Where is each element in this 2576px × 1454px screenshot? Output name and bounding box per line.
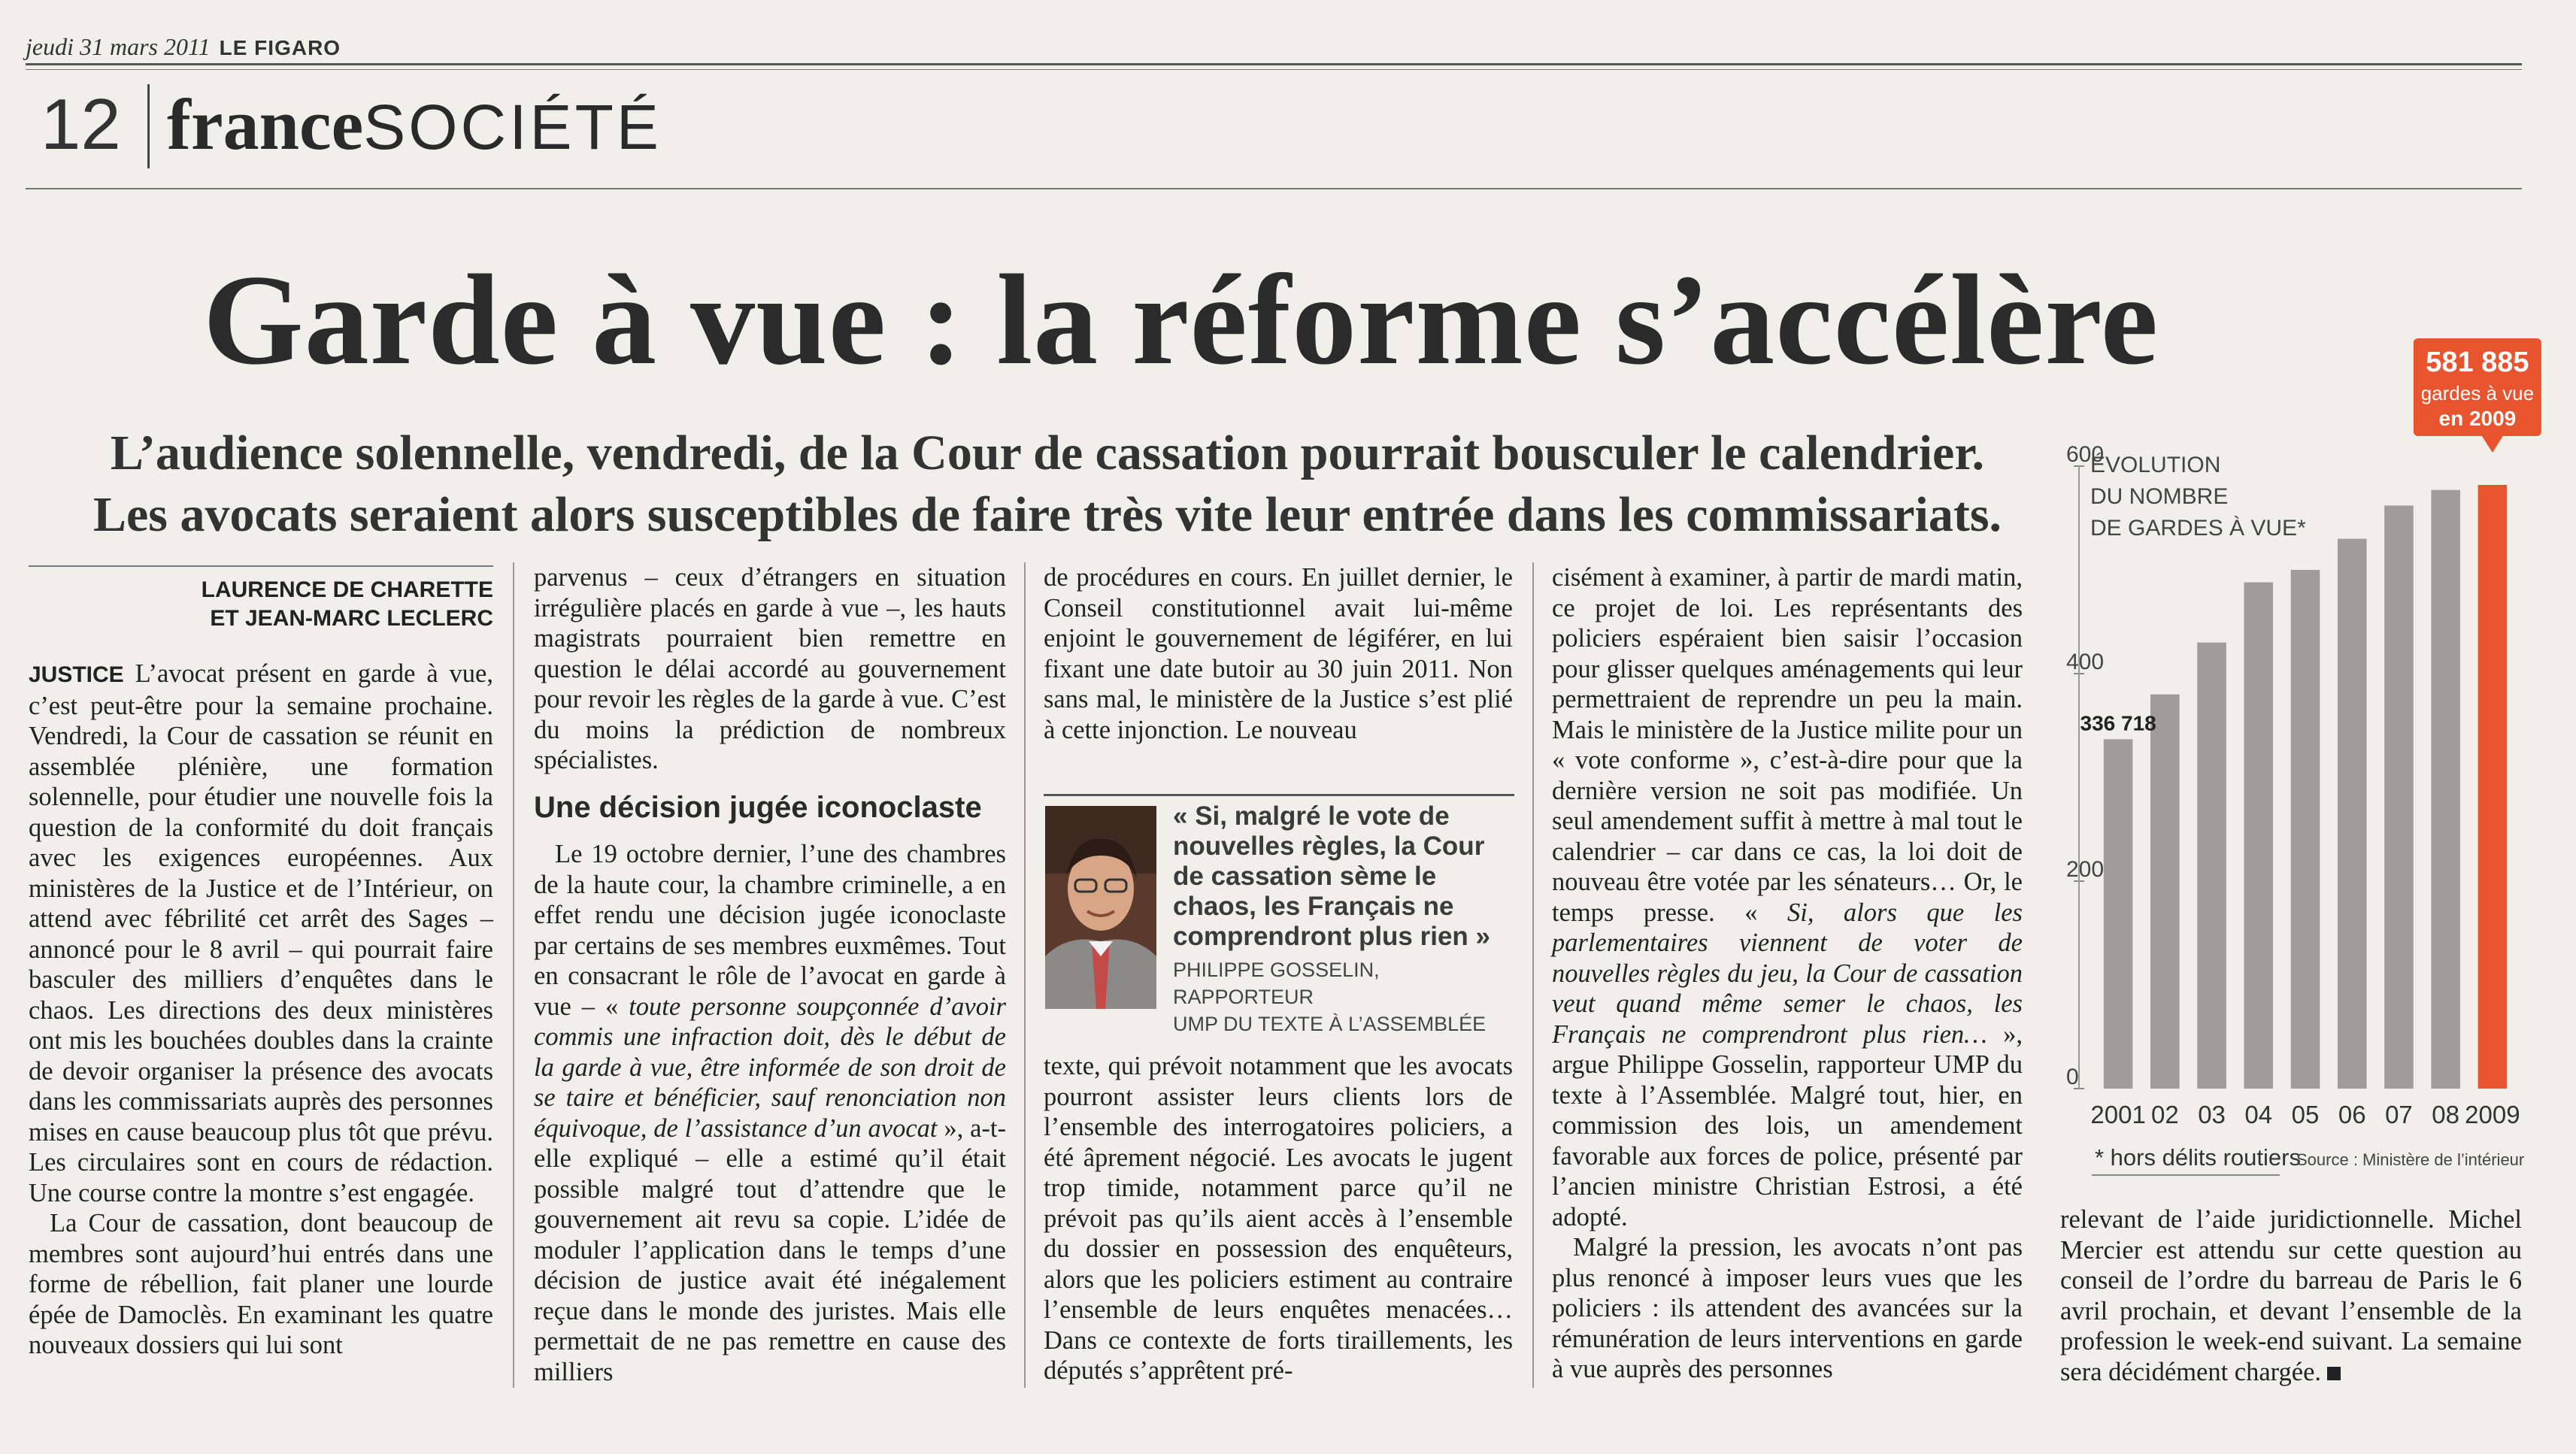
bar: [2244, 583, 2273, 1089]
paragraph: [534, 839, 1006, 1387]
standfirst-line-2: Les avocats seraient alors susceptibles de faire très vite leur entrée dans les commissariats.: [92, 487, 2002, 542]
column-3-bottom: [1044, 1051, 1513, 1386]
section-sub: SOCIÉTÉ: [363, 92, 662, 162]
column-divider: [513, 562, 514, 1388]
headline: Garde à vue : la réforme s’accélère: [203, 249, 2159, 392]
chart-footnote: * hors délits routiers: [2095, 1144, 2301, 1171]
issue-date: jeudi 31 mars 2011: [26, 33, 211, 60]
header-rule: [26, 188, 2522, 189]
column-2-bottom: [534, 839, 1006, 1387]
paragraph: parvenus – ceux d’étrangers en situation irrégulière placés en garde à vue –, les hauts magistrats pourraient bien remettre en question le délai accordé au gouvernement pour revoir les règles de la garde à vue. C’est du moins la prédiction de nombreux spécialistes.: [534, 563, 1006, 774]
x-tick-label: 07: [2385, 1101, 2413, 1128]
byline-author-2: ET JEAN-MARC LECLERC: [210, 606, 493, 631]
paragraph-text: », a-t-elle expliqué – elle a estimé qu’il était possible malgré tout d’attendre que le gouvernement ait revu sa copie. L’idée de moduler l’application dans le temps d’une décision de justice avait été inégalement reçue dans le monde des juristes. Mais elle permettait de ne pas remettre en cause des milliers: [534, 1113, 1006, 1386]
callout-line-3: en 2009: [2438, 407, 2517, 430]
column-divider: [1532, 562, 1534, 1388]
bar: [2150, 695, 2180, 1089]
chart-title-line: DU NOMBRE: [2090, 484, 2229, 509]
paragraph: Malgré la pression, les avocats n’ont pas plus renoncé à imposer leurs vues que les policiers : ils attendent des avancées sur la rémunération de leurs interventions en garde à vue auprès des personnes: [1552, 1233, 2023, 1383]
end-mark: [2327, 1367, 2341, 1380]
column-3-top: [1044, 562, 1513, 745]
paragraph-text: L’avocat présent en garde à vue, c’est peut-être pour la semaine prochaine. Vendredi, la Cour de cassation se réunit en assemblée plénière, une formation solennelle, pour étudier une nouvelle fois la question de la conformité du doit français avec les exigences européennes. Aux ministères de la Justice et de l’Intérieur, on attend avec fébrilité cet arrêt des Sages – annoncé pour le 8 avril – qui pourrait faire basculer des milliers d’enquêtes dans le chaos. Les directions des deux ministères ont mis les bouchées doubles dans la crainte de devoir organiser la présence des avocats dans les commissariats auprès des personnes mises en cause beaucoup plus tôt que prévu. Les circulaires sont en cours de rédaction. Une course contre la montre s’est engagée.: [29, 659, 493, 1207]
paragraph: texte, qui prévoit notamment que les avocats pourront assister leurs clients lors de l’ensemble des interrogatoires policiers, a été âprement négocié. Les avocats le jugent trop timide, notamment parce qu’il ne prévoit pas qu’ils aient accès à l’ensemble du dossier en possession des enquêteurs, alors que les policiers estiment au contraire l’ensemble de leurs enquêtes menacées… Dans ce contexte de forts tiraillements, les députés s’apprêtent pré-: [1044, 1052, 1513, 1385]
x-tick-label: 2001: [2090, 1101, 2146, 1128]
callout-value: 581 885: [2426, 347, 2529, 378]
gosselin-quote: Si, alors que les parlementaires viennent de voter de nouvelles règles du jeu, la Cour de cassation veut quand même semer le chaos, les Français ne comprendront plus rien…: [1552, 898, 2023, 1049]
standfirst-line-1: L’audience solennelle, vendredi, de la Cour de cassation pourrait bousculer le calendrier.: [110, 426, 1985, 480]
pull-quote-attribution: [1173, 956, 1516, 1037]
pull-quote-text: « Si, malgré le vote de nouvelles règles, la Cour de cassation sème le chaos, les Français ne comprendront plus rien »: [1173, 801, 1490, 951]
subhead: Une décision jugée iconoclaste: [534, 791, 982, 824]
section-title: [167, 84, 662, 165]
top-rule: [26, 63, 2522, 65]
paragraph-text: Le 19 octobre dernier, l’une des chambres de la haute cour, la chambre criminelle, a en effet rendu une décision jugée iconoclaste par certains de ses membres euxmêmes. Tout en consacrant le rôle de l’avocat en garde à vue – «: [534, 840, 1006, 1021]
byline: [29, 576, 493, 633]
y-tick-label: 400: [2066, 650, 2105, 674]
column-divider: [1024, 562, 1026, 1388]
dateline: [26, 33, 341, 61]
x-tick-label: 08: [2432, 1101, 2460, 1128]
newspaper-name: LE FIGARO: [219, 36, 341, 59]
x-tick-label: 03: [2198, 1101, 2226, 1128]
bar-chart: [2060, 331, 2535, 1195]
chart-source: Source : Ministère de l’intérieur: [2296, 1150, 2525, 1169]
byline-author-1: LAURENCE DE CHARETTE: [201, 577, 493, 602]
bar-highlight: [2478, 485, 2508, 1089]
chart-garde-a-vue: [2060, 331, 2535, 1195]
court-citation: toute personne soupçonnée d’avoir commis une infraction doit, dès le début de la garde à vue, être informée de son droit de se taire et bénéficier, sauf renonciation non équivoque, de l’assistance d’un avocat: [534, 992, 1006, 1143]
footnote-rule: [2092, 1174, 2280, 1176]
bar: [2431, 490, 2460, 1089]
x-tick-label: 06: [2338, 1101, 2366, 1128]
attribution-line-2: UMP DU TEXTE À L’ASSEMBLÉE: [1173, 1013, 1487, 1035]
byline-rule: [29, 565, 493, 567]
standfirst: [36, 423, 2059, 546]
paragraph-text: relevant de l’aide juridictionnelle. Michel Mercier est attendu sur cette question au conseil de l’ordre du barreau de Paris le 6 avril prochain, et devant l’ensemble de la profession le week-end suivant. La semaine sera décidément chargée.: [2060, 1205, 2522, 1386]
portrait-illustration: [1045, 806, 1156, 1009]
paragraph: [1552, 562, 2023, 1232]
callout-pointer: [2482, 436, 2503, 453]
attribution-line-1: PHILIPPE GOSSELIN, RAPPORTEUR: [1173, 959, 1380, 1008]
paragraph: La Cour de cassation, dont beaucoup de membres sont aujourd’hui entrés dans une forme de rébellion, fait planer une lourde épée de Damoclès. En examinant les quatre nouveaux dossiers qui lui sont: [29, 1209, 493, 1359]
bar: [2197, 643, 2226, 1089]
x-tick-label: 04: [2244, 1101, 2273, 1128]
y-tick-label: 600: [2066, 442, 2105, 467]
value-label-2001: 336 718: [2080, 711, 2156, 735]
paragraph-text: cisément à examiner, à partir de mardi matin, ce projet de loi. Les représentants des policiers espéraient bien saisir l’occasion pour glisser quelques aménagements qui leur permettraient de reprendre un peu la main. Mais le ministère de la Justice milite pour un « vote conforme », c’est-à-dire pour que la dernière version ne soit pas modifiée. Un seul amendement suffit à mettre à mal tout le calendrier – car dans ce cas, la loi doit de nouveau être votée par les sénateurs… Or, le temps presse. «: [1552, 563, 2023, 927]
paragraph: de procédures en cours. En juillet dernier, le Conseil constitutionnel avait lui-même enjoint le gouvernement de légiférer, en lui fixant une date butoir au 30 juin 2011. Non sans mal, le ministère de la Justice s’est plié à cette injonction. Le nouveau: [1044, 563, 1513, 744]
portrait-photo: [1045, 806, 1156, 1009]
y-tick-label: 0: [2066, 1065, 2079, 1089]
column-4: [1552, 562, 2023, 1385]
x-tick-label: 05: [2291, 1101, 2320, 1128]
column-1: [29, 659, 493, 1361]
bar: [2291, 570, 2320, 1089]
bar: [2338, 539, 2367, 1089]
callout-line-2: gardes à vue: [2420, 382, 2535, 404]
x-tick-label: 02: [2150, 1101, 2179, 1128]
kicker: JUSTICE: [29, 662, 124, 687]
top-rule-thin: [26, 69, 2522, 70]
y-tick-label: 200: [2066, 857, 2105, 882]
chart-title-line: DE GARDES À VUE*: [2090, 516, 2306, 541]
paragraph-text: », argue Philippe Gosselin, rapporteur UMP du texte à l’Assemblée. Malgré tout, hier, en commission des lois, un amendement favorable aux forces de police, présenté par l’ancien ministre Christian Estrosi, a été adopté.: [1552, 1019, 2023, 1231]
column-5: [2060, 1204, 2522, 1387]
paragraph: [2060, 1204, 2522, 1387]
page-number: 12: [41, 84, 121, 165]
column-2-top: [534, 562, 1006, 776]
chart-title-line: ÉVOLUTION: [2090, 453, 2221, 477]
bar: [2384, 505, 2414, 1089]
page-number-separator: [147, 84, 150, 168]
x-tick-label: 2009: [2465, 1101, 2520, 1128]
section-main: france: [167, 84, 364, 165]
paragraph: [29, 659, 493, 1208]
bar: [2104, 739, 2133, 1089]
